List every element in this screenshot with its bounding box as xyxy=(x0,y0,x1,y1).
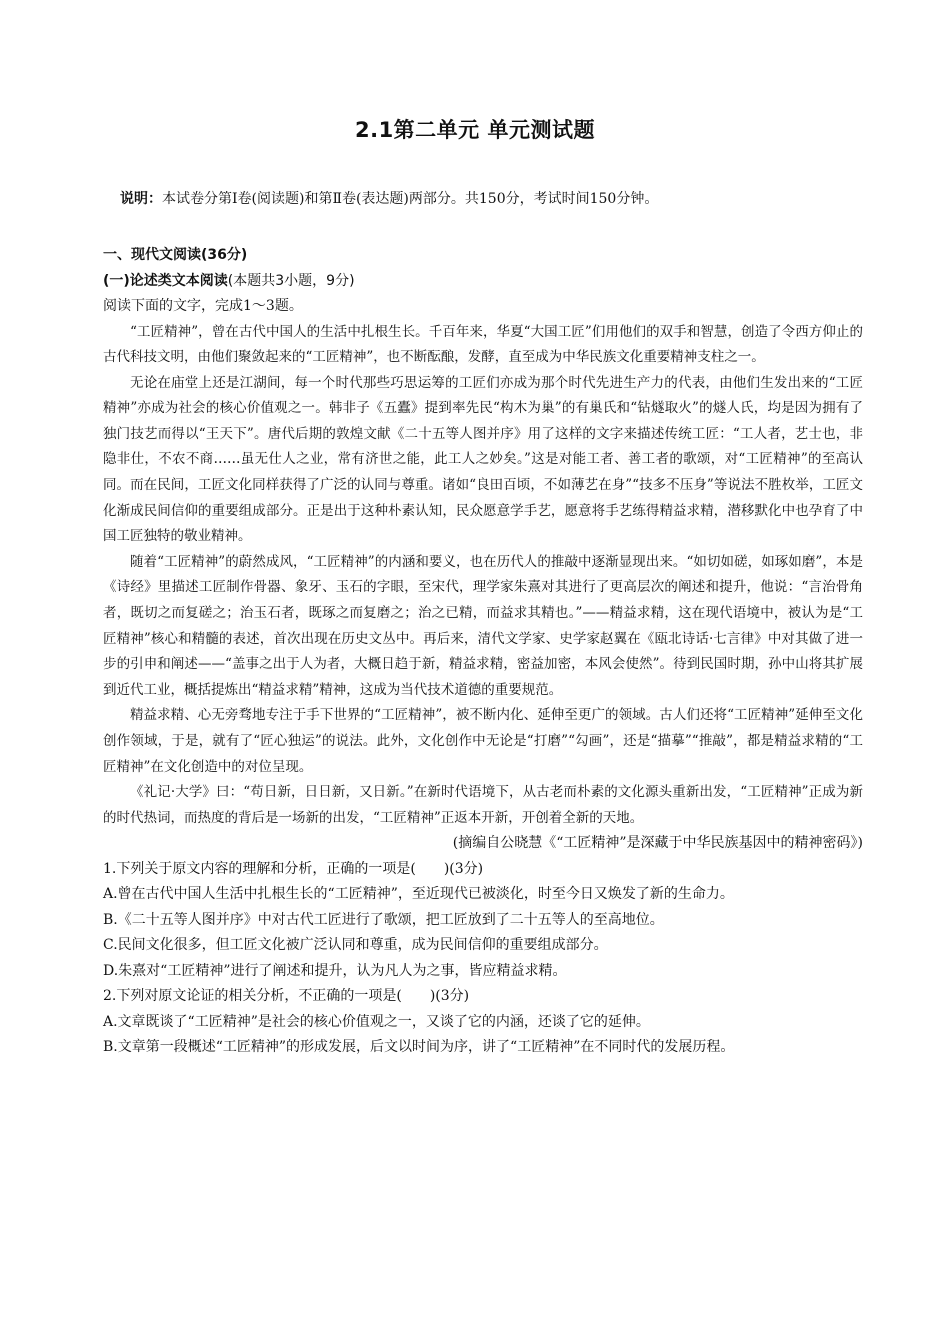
exam-note xyxy=(120,188,840,208)
sub-section-heading xyxy=(103,269,863,295)
question-option: B.文章第一段概述“工匠精神”的形成发展，后文以时间为序，讲了“工匠精神”在不同时代的发展历程。 xyxy=(103,1039,735,1056)
article-paragraph: “工匠精神”，曾在古代中国人的生活中扎根生长。千百年来，华夏“大国工匠”们用他们的双手和智慧，创造了令西方仰止的古代科技文明，由他们聚敛起来的“工匠精神”，也不断酝酿，发酵，直至成为中华民族文化重要精神支柱之一。 xyxy=(103,323,863,366)
article-paragraph: 《礼记·大学》曰：“苟日新，日日新，又日新。”在新时代语境下，从古老而朴素的文化源头重新出发，“工匠精神”正成为新的时代热词，而热度的背后是一场新的出发，“工匠精神”正返本开新，开创着全新的天地。 xyxy=(103,784,863,826)
question-option: A.文章既谈了“工匠精神”是社会的核心价值观之一，又谈了它的内涵，还谈了它的延伸。 xyxy=(103,1013,650,1030)
section-heading: 一、现代文阅读(36分) xyxy=(103,247,248,263)
article-paragraph: 精益求精、心无旁骛地专注于手下世界的“工匠精神”，被不断内化、延伸至更广的领域。古人们还将“工匠精神”延伸至文化创作领域，于是，就有了“匠心独运”的说法。此外，文化创作中无论是“打磨”“勾画”，还是“描摹”“推敲”，都是精益求精的“工匠精神”在文化创造中的对位呈现。 xyxy=(103,707,863,775)
article-paragraph: 无论在庙堂上还是江湖间，每一个时代那些巧思运筹的工匠们亦成为那个时代先进生产力的代表，由他们生发出来的“工匠精神”亦成为社会的核心价值观之一。韩非子《五蠹》提到率先民“构木为巢”的有巢氏和“钻燧取火”的燧人氏，均是因为拥有了独门技艺而得以“王天下”。唐代后期的敦煌文献《二十五等人图并序》用了这样的文字来描述传统工匠：“工人者，艺士也，非隐非仕，不农不商……虽无仕人之业，常有济世之能，此工人之妙矣。”这是对能工者、善工者的歌颂，对“工匠精神”的至高认同。而在民间，工匠文化同样获得了广泛的认同与尊重。诸如“良田百顷，不如薄艺在身”“技多不压身”等说法不胜枚举，工匠文化渐成民间信仰的重要组成部分。正是出于这种朴素认知，民众愿意学手艺，愿意将手艺练得精益求精，潜移默化中也孕育了中国工匠独特的敬业精神。 xyxy=(103,374,863,545)
sub-heading-note: (本题共3小题，9分) xyxy=(227,272,355,289)
question-stem: 1.下列关于原文内容的理解和分析，正确的一项是( )(3分) xyxy=(103,860,484,877)
question-option: C.民间文化很多，但工匠文化被广泛认同和尊重，成为民间信仰的重要组成部分。 xyxy=(103,937,608,954)
article-paragraph: 随着“工匠精神”的蔚然成风，“工匠精神”的内涵和要义，也在历代人的推敲中逐渐显现出来。“如切如磋，如琢如磨”，本是《诗经》里描述工匠制作骨器、象牙、玉石的字眼，至宋代，理学家朱熹对其进行了更高层次的阐述和提升，他说：“言治骨角者，既切之而复磋之；治玉石者，既琢之而复磨之；治之已精，而益求其精也。”——精益求精，这在现代语境中，被认为是“工匠精神”核心和精髓的表述，首次出现在历史文丛中。再后来，清代文学家、史学家赵翼在《瓯北诗话·七言律》中对其做了进一步的引申和阐述——“盖事之出于人为者，大概日趋于新，精益求精，密益加密，本风会使然”。待到民国时期，孙中山将其扩展到近代工业，概括提炼出“精益求精”精神，这成为当代技术道德的重要规范。 xyxy=(103,553,863,698)
question-stem: 2.下列对原文论证的相关分析，不正确的一项是( )(3分) xyxy=(103,988,470,1005)
question-option: B.《二十五等人图并序》中对古代工匠进行了歌颂，把工匠放到了二十五等人的至高地位。 xyxy=(103,911,664,928)
reading-instruction: 阅读下面的文字，完成1～3题。 xyxy=(103,298,303,314)
page-title: 2.1第二单元 单元测试题 xyxy=(354,118,595,142)
note-text: 本试卷分第Ⅰ卷(阅读题)和第Ⅱ卷(表达题)两部分。共150分，考试时间150分钟。 xyxy=(162,191,659,207)
note-label: 说明： xyxy=(120,191,162,207)
question-option: D.朱熹对“工匠精神”进行了阐述和提升，认为凡人为之事，皆应精益求精。 xyxy=(103,962,567,979)
exam-content xyxy=(103,243,863,1061)
question-option: A.曾在古代中国人生活中扎根生长的“工匠精神”，至近现代已被淡化，时至今日又焕发了新的生命力。 xyxy=(103,886,734,903)
article-source: (摘编自公晓慧《“工匠精神”是深藏于中华民族基因中的精神密码》) xyxy=(452,835,863,852)
sub-heading-text: (一)论述类文本阅读 xyxy=(103,272,228,289)
